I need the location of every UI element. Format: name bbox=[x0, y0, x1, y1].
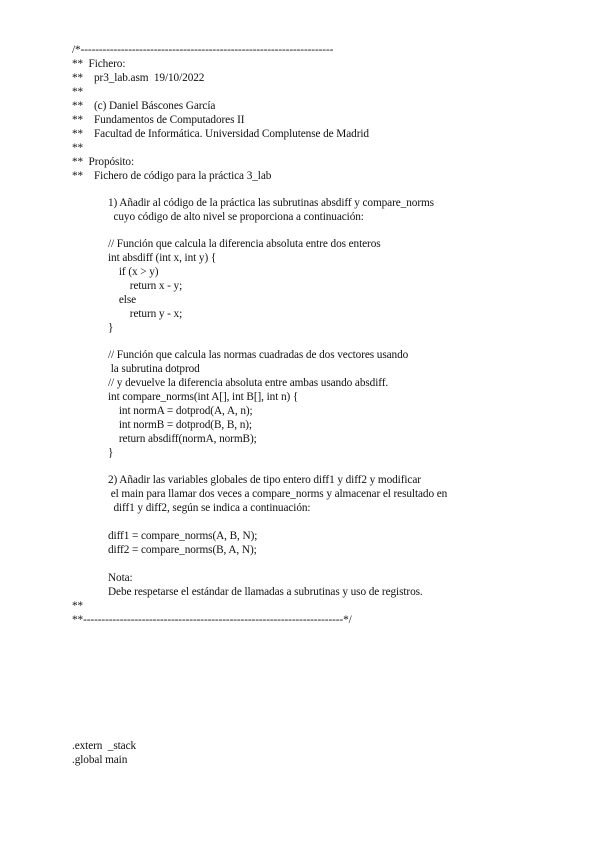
absdiff-code-line: } bbox=[108, 322, 114, 334]
comment-close-line: **-----------------------------------------------------------------------*/ bbox=[72, 614, 352, 626]
comment-blank-line: ** bbox=[72, 86, 84, 98]
task2-line: 2) Añadir las variables globales de tipo entero diff1 y diff2 y modificar bbox=[108, 474, 421, 486]
comment-blank-line: ** bbox=[72, 600, 84, 612]
absdiff-code-line: int absdiff (int x, int y) { bbox=[108, 252, 217, 264]
compare-norms-code-line: la subrutina dotprod bbox=[108, 363, 200, 375]
task1-line: cuyo código de alto nivel se proporciona a continuación: bbox=[108, 211, 364, 223]
extern-directive: .extern _stack bbox=[72, 740, 137, 752]
comment-faculty: ** Facultad de Informática. Universidad Complutense de Madrid bbox=[72, 128, 369, 140]
diff-code-line: diff2 = compare_norms(B, A, N); bbox=[108, 544, 257, 556]
comment-filename-date: ** pr3_lab.asm 19/10/2022 bbox=[72, 72, 205, 84]
absdiff-code-line: if (x > y) bbox=[108, 266, 159, 278]
comment-purpose-label: ** Propósito: bbox=[72, 156, 134, 168]
task2-line: diff1 y diff2, según se indica a continuación: bbox=[108, 502, 311, 514]
compare-norms-code-line: int normA = dotprod(A, A, n); bbox=[108, 405, 253, 417]
task2-line: el main para llamar dos veces a compare_norms y almacenar el resultado en bbox=[108, 488, 448, 500]
note-label: Nota: bbox=[108, 572, 133, 584]
comment-purpose-text: ** Fichero de código para la práctica 3_lab bbox=[72, 170, 272, 182]
compare-norms-code-line: // y devuelve la diferencia absoluta entre ambas usando absdiff. bbox=[108, 377, 389, 389]
compare-norms-code-line: return absdiff(normA, normB); bbox=[108, 433, 257, 445]
absdiff-code-line: return x - y; bbox=[108, 280, 183, 292]
compare-norms-code-line: // Función que calcula las normas cuadradas de dos vectores usando bbox=[108, 349, 409, 361]
compare-norms-code-line: int compare_norms(int A[], int B[], int n) { bbox=[108, 391, 299, 403]
global-directive: .global main bbox=[72, 754, 128, 766]
diff-code-line: diff1 = compare_norms(A, B, N); bbox=[108, 530, 258, 542]
comment-open-line: /*--------------------------------------------------------------------- bbox=[72, 44, 334, 56]
absdiff-code-line: // Función que calcula la diferencia absoluta entre dos enteros bbox=[108, 238, 381, 250]
absdiff-code-line: else bbox=[108, 294, 137, 306]
comment-blank-line: ** bbox=[72, 142, 84, 154]
comment-author: ** (c) Daniel Báscones García bbox=[72, 100, 216, 112]
task1-line: 1) Añadir al código de la práctica las subrutinas absdiff y compare_norms bbox=[108, 197, 434, 209]
compare-norms-code-line: int normB = dotprod(B, B, n); bbox=[108, 419, 252, 431]
comment-fichero-label: ** Fichero: bbox=[72, 58, 126, 70]
note-text: Debe respetarse el estándar de llamadas a subrutinas y uso de registros. bbox=[108, 586, 423, 598]
absdiff-code-line: return y - x; bbox=[108, 308, 183, 320]
comment-course: ** Fundamentos de Computadores II bbox=[72, 114, 245, 126]
compare-norms-code-line: } bbox=[108, 447, 114, 459]
